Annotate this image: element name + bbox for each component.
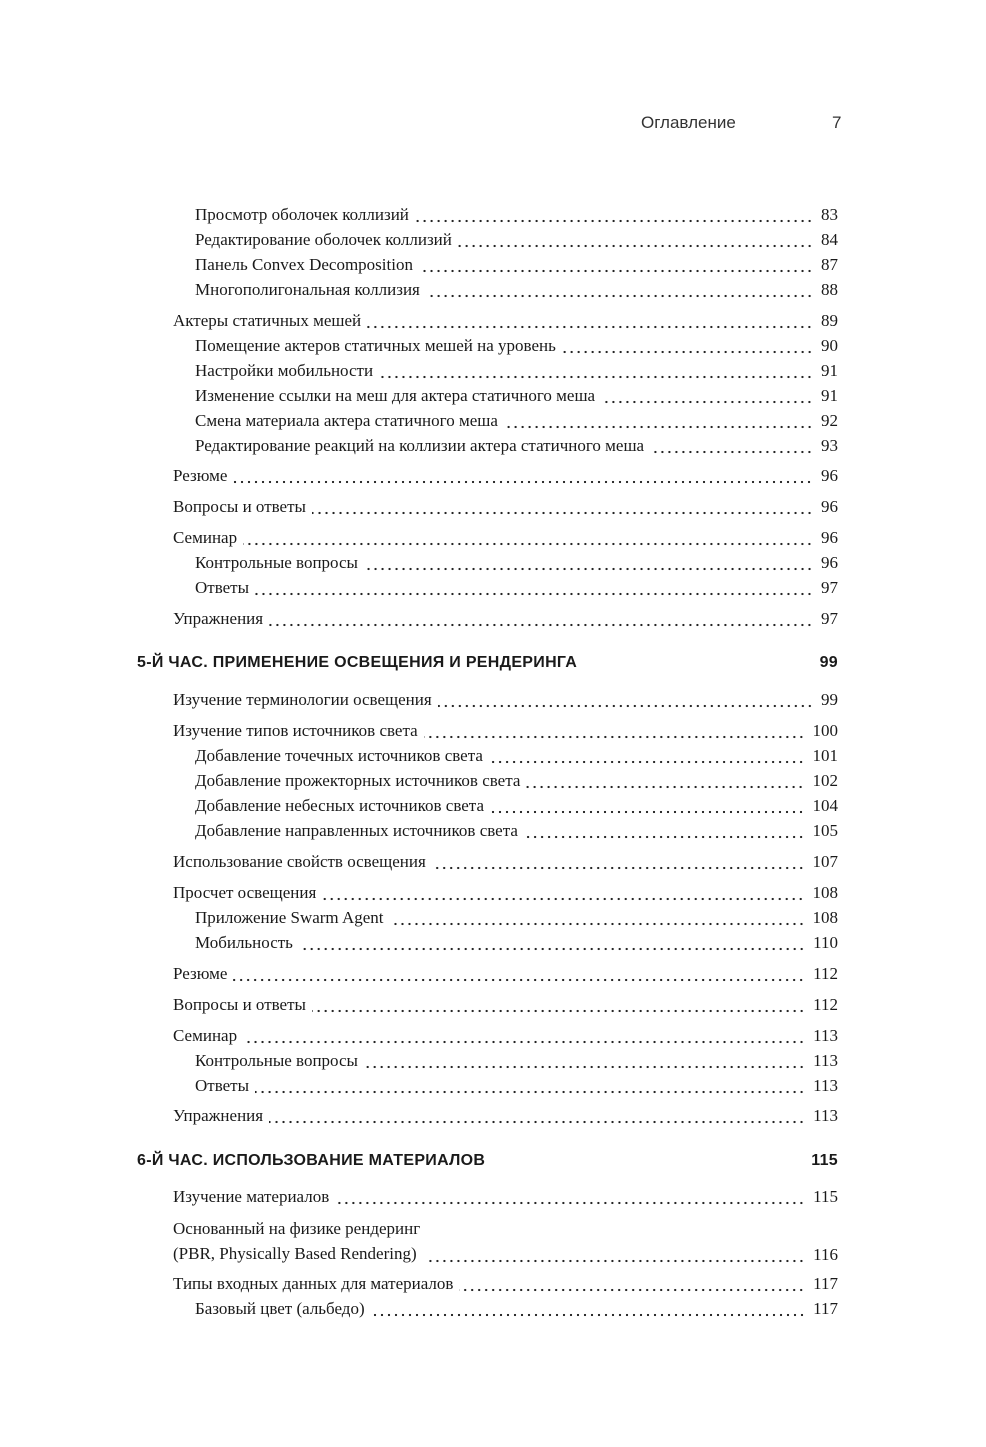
toc-entry [0,463,838,487]
dot-leader [583,652,811,674]
toc-page-number: 97 [821,578,838,597]
dot-leader [243,527,813,549]
dot-leader [322,882,804,904]
dot-leader [367,310,813,332]
toc-page-number: 117 [813,1274,838,1293]
dot-leader [364,1050,805,1072]
toc-entry [0,383,838,407]
toc-page-number: 113 [813,1076,838,1095]
toc-page-number: 90 [821,336,838,355]
toc-entry [0,227,838,251]
toc-entry-title: 6-Й ЧАС. ИСПОЛЬЗОВАНИЕ МАТЕРИАЛОВ [137,1152,486,1169]
toc-entry-title: Типы входных данных для материалов [173,1274,454,1293]
toc-page-number: 97 [821,609,838,628]
toc-page-number: 83 [821,205,838,224]
toc-page-number: 116 [813,1245,838,1264]
toc-entry-title: Упражнения [173,609,264,628]
dot-leader [526,770,804,792]
toc-entry-title: Ответы [195,578,250,597]
toc-entry [0,575,838,599]
toc-entry [0,333,838,357]
toc-entry-title: Панель Convex Decomposition [195,255,413,274]
dot-leader [364,552,813,574]
dot-leader [562,335,813,357]
dot-leader [650,435,813,457]
dot-leader [524,820,805,842]
toc-entry [0,252,838,276]
toc-page-number: 108 [812,908,838,927]
toc-page-number: 105 [812,821,838,840]
dot-leader [489,745,805,767]
toc-entry-title: Мобильность [195,933,293,952]
toc-entry-title: Приложение Swarm Agent [195,908,384,927]
toc-entry [0,308,838,332]
dot-leader [335,1186,805,1208]
toc-page-number: 115 [813,1187,838,1206]
toc-page-number: 101 [812,746,838,765]
toc-entry [0,930,838,954]
toc-entry [0,1073,838,1097]
toc-entry-title: Добавление точечных источников света [195,746,483,765]
toc-entry [0,1296,838,1320]
title-line-1: Основанный на физике рендеринг [173,1219,421,1238]
toc-entry-title: Смена материала актера статичного меша [195,411,498,430]
toc-entry [0,358,838,382]
toc-page-number: 96 [821,528,838,547]
toc-entry [0,606,838,630]
toc-entry-title: Многополигональная коллизия [195,280,420,299]
running-title: Оглавление [641,113,736,132]
dot-leader [426,279,813,301]
toc-entry-title: Упражнения [173,1106,264,1125]
toc-entry-title: Семинар [173,528,238,547]
toc-page-number: 113 [813,1051,838,1070]
toc-entry [0,768,838,792]
toc-entry-title: Вопросы и ответы [173,497,306,516]
toc-entry [0,718,838,742]
dot-leader [371,1298,806,1320]
toc-entry [0,1216,838,1266]
toc-entry-title: Редактирование реакций на коллизии актера статичного меша [195,436,645,455]
toc-page-number: 99 [821,690,838,709]
dot-leader [419,254,813,276]
dot-leader [459,1273,805,1295]
toc-entry [0,880,838,904]
toc-page-number: 84 [821,230,838,249]
toc-entry-title: Помещение актеров статичных мешей на уровень [195,336,556,355]
toc-page-number: 89 [821,311,838,330]
toc-entry-title: Просчет освещения [173,883,317,902]
toc-entry [0,550,838,574]
toc-page-number: 87 [821,255,838,274]
toc-page-number: 107 [812,852,838,871]
dot-leader [233,963,805,985]
toc-entry-title: Настройки мобильности [195,361,374,380]
dot-leader [438,689,813,711]
toc-page-number: 96 [821,466,838,485]
dot-leader [432,851,805,873]
toc-entry-title: Добавление направленных источников света [195,821,518,840]
toc-entry-title: Контрольные вопросы [195,553,358,572]
toc-entry-title: Изучение типов источников света [173,721,418,740]
toc-entry-title: 5-Й ЧАС. ПРИМЕНЕНИЕ ОСВЕЩЕНИЯ И РЕНДЕРИНГА [137,654,578,671]
toc-page-number: 117 [813,1299,838,1318]
toc-entry-title: Вопросы и ответы [173,995,306,1014]
toc-entry [0,687,838,711]
toc-entry-title: Добавление небесных источников света [195,796,484,815]
title-line-2: (PBR, Physically Based Rendering) [173,1244,417,1263]
toc-entry [0,992,838,1016]
toc-entry [0,277,838,301]
toc-entry-title: Ответы [195,1076,250,1095]
toc-page-number: 100 [812,721,838,740]
toc-page-number: 96 [821,553,838,572]
toc-page-number: 102 [812,771,838,790]
toc-page-number: 113 [813,1026,838,1045]
dot-leader [312,496,813,518]
toc-entry-title [173,1216,426,1266]
toc-page-number: 92 [821,411,838,430]
toc-entry [0,1271,838,1295]
toc-entry-title: Использование свойств освещения [173,852,426,871]
toc-entry [0,793,838,817]
toc-entry-title: Просмотр оболочек коллизий [195,205,409,224]
toc-page-number: 91 [821,386,838,405]
toc-page-number: 104 [812,796,838,815]
toc-entry [0,961,838,985]
dot-leader [424,720,805,742]
toc-page-number: 112 [813,964,838,983]
dot-leader [255,577,813,599]
toc-entry [0,494,838,518]
dot-leader [299,932,805,954]
dot-leader [491,1150,803,1172]
dot-leader [312,994,805,1016]
toc-entry-title: Изменение ссылки на меш для актера статичного меша [195,386,596,405]
chapter-heading [0,650,838,674]
toc-page-number: 88 [821,280,838,299]
dot-leader [390,907,805,929]
toc-entry [0,905,838,929]
dot-leader [458,229,813,251]
dot-leader [269,1105,805,1127]
dot-leader [233,465,813,487]
toc-entry [0,1103,838,1127]
toc-entry [0,743,838,767]
dot-leader [426,1244,805,1266]
toc-entry-title: Изучение материалов [173,1187,330,1206]
toc-entry-title: Базовый цвет (альбедо) [195,1299,365,1318]
toc-entry [0,433,838,457]
toc-entry [0,849,838,873]
dot-leader [269,608,813,630]
toc-entry-title: Семинар [173,1026,238,1045]
toc-entry [0,1023,838,1047]
dot-leader [504,410,813,432]
toc-entry-title: Редактирование оболочек коллизий [195,230,452,249]
toc-page-number: 113 [813,1106,838,1125]
dot-leader [601,385,813,407]
toc-page-number: 91 [821,361,838,380]
page-number: 7 [832,113,842,132]
toc-entry-title: Резюме [173,466,228,485]
chapter-heading [0,1148,838,1172]
toc-entry [0,525,838,549]
toc-entry-title: Актеры статичных мешей [173,311,362,330]
toc-page-number: 110 [813,933,838,952]
toc-entry-title: Резюме [173,964,228,983]
dot-leader [243,1025,805,1047]
toc-entry-title: Контрольные вопросы [195,1051,358,1070]
toc-entry-title: Добавление прожекторных источников света [195,771,521,790]
toc-entry [0,408,838,432]
toc-page-number: 93 [821,436,838,455]
toc-entry [0,1184,838,1208]
dot-leader [490,795,805,817]
toc-page-number: 112 [813,995,838,1014]
toc-page-number: 96 [821,497,838,516]
dot-leader [255,1075,805,1097]
toc-entry-title: Изучение терминологии освещения [173,690,432,709]
dot-leader [379,360,813,382]
dot-leader [415,204,813,226]
toc-entry [0,202,838,226]
toc-entry [0,818,838,842]
toc-entry [0,1048,838,1072]
toc-page-number: 108 [812,883,838,902]
toc-page-number: 99 [819,654,838,671]
toc-page-number: 115 [811,1152,838,1169]
